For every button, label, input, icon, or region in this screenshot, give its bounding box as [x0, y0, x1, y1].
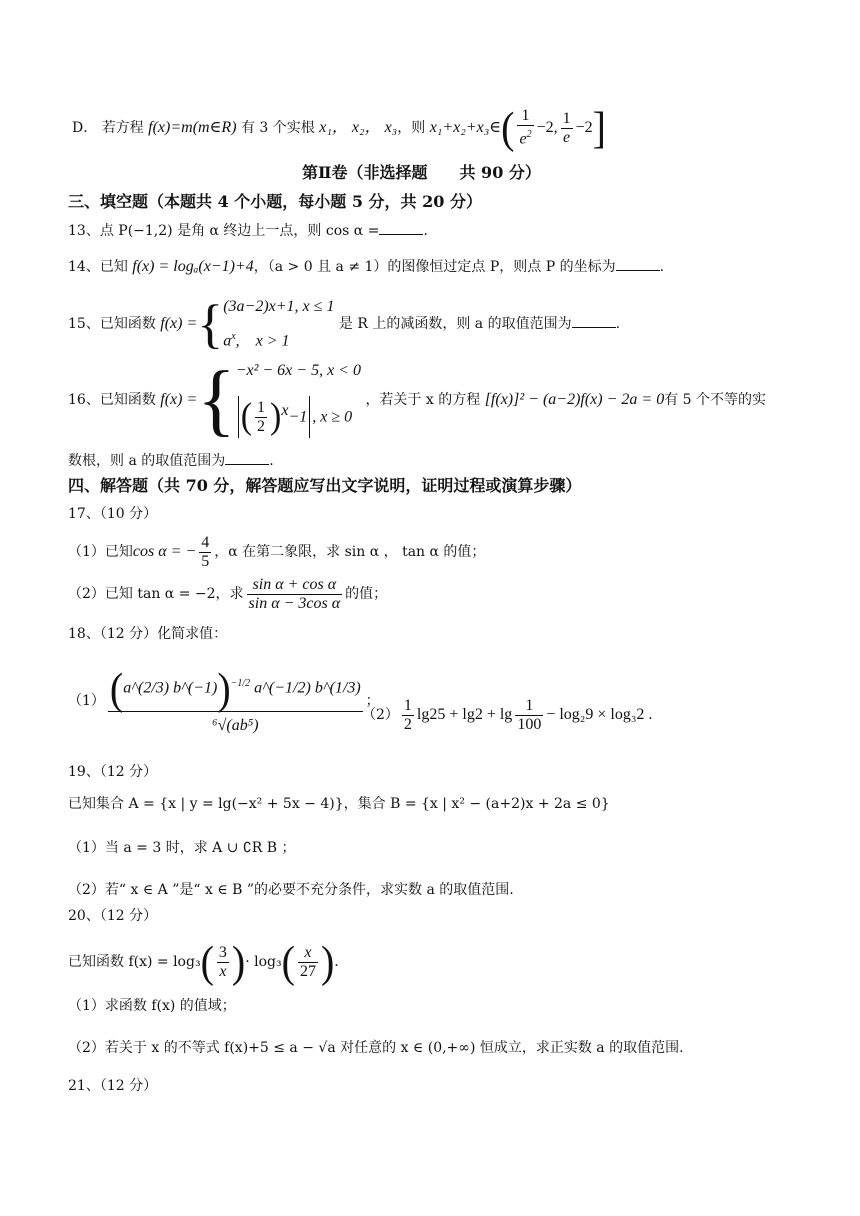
q16-end: .	[269, 453, 274, 469]
q19-stem: 已知集合 A = {x | y = lg(−x² + 5x − 4)}，集合 B = {x | x² − (a+2)x + 2a ≤ 0}	[68, 796, 610, 812]
left-brace: {	[197, 294, 224, 355]
option-d-text: 若方程	[101, 120, 144, 136]
q16-case-2: ( $\frac{1}{2}$ )$^x$−1 , x ≥ 0	[236, 385, 361, 443]
q16-post: ，若关于 x 的方程	[365, 392, 481, 408]
q16-case-1: −x² − 6x − 5, x < 0	[235, 361, 361, 379]
q18-part2: （2） $\frac{1}{2}$ lg25 + lg2 + lg $\frac{1}{100}$ − log₂9 × log₃2 .	[362, 696, 653, 733]
q15-post: 是 R 上的减函数，则 a 的取值范围为	[338, 316, 572, 333]
q21-header: 21、（12 分）	[68, 1078, 158, 1094]
question-15	[68, 292, 621, 355]
question-13	[68, 220, 428, 241]
q13-text: 点 P(−1,2) 是角 α 终边上一点，则 cos α =	[99, 223, 380, 239]
option-d-text-2: 有 3 个实根	[240, 120, 315, 136]
interval-mid: −2,	[536, 119, 558, 136]
q19-header: 19、（12 分）	[68, 764, 158, 780]
q16-post-2: 有 5 个不等的实	[664, 392, 766, 408]
q18-part1: （1） $\frac{(a\^{}(2/3) b\^{}(-1))^{-1/2} a\^{}(-1/2) b\^{}(1/3)}{\text{⁶√(ab⁵)}}$ ；	[68, 656, 380, 746]
interval-open-paren: (	[501, 102, 515, 153]
option-d-text-3: ，则	[397, 120, 426, 136]
answer-blank	[572, 313, 616, 328]
q14-pre: 已知	[99, 259, 128, 275]
q15-pre: 已知函数	[99, 316, 156, 333]
answer-blank	[225, 450, 269, 465]
q14-function: f(x) = logₐ(x−1)+4	[132, 258, 254, 275]
q13-end: .	[423, 223, 428, 239]
q15-lhs: f(x) =	[160, 315, 198, 333]
section4-title: 四、解答题（共 70 分，解答题应写出文字说明，证明过程或演算步骤）	[68, 476, 582, 495]
interval-end: −2	[575, 119, 593, 136]
q19-part2: （2）若“ x ∈ A ”是“ x ∈ B ”的必要不充分条件，求实数 a 的取值范围.	[68, 882, 514, 898]
q14-condition: ，（a > 0 且 a ≠ 1）的图像恒过定点 P，则点 P 的坐标为	[253, 259, 616, 275]
q20-part1: （1）求函数 f(x) 的值域；	[68, 998, 236, 1014]
q20-stem: 已知函数 f(x) = log₃( $\frac{3}{x}$ )· log₃( $\frac{x}{27}$ ).	[68, 936, 339, 987]
q20-header: 20、（12 分）	[68, 908, 158, 924]
q16-pre: 已知函数	[99, 392, 156, 408]
q15-cases	[223, 292, 334, 356]
question-14	[68, 256, 664, 277]
q17-part1: （1）已知cos α = − $\frac{4}{5}$ ，α 在第二象限，求 sin α ， tan α 的值；	[68, 533, 486, 570]
interval-close-bracket: ]	[592, 102, 606, 153]
q20-part2: （2）若关于 x 的不等式 f(x)+5 ≤ a − √a 对任意的 x ∈ (0,+∞) 恒成立，求正实数 a 的取值范围.	[68, 1040, 684, 1056]
q16-cases	[236, 357, 361, 443]
q18-fraction: $\frac{(a\^{}(2/3) b\^{}(-1))^{-1/2} a\^{}(-1/2) b\^{}(1/3)}{\text{⁶√(ab⁵)}}$	[109, 663, 361, 734]
option-d-label: D．	[72, 120, 98, 136]
q14-number: 14、	[68, 259, 100, 275]
q16-lhs: f(x) =	[160, 391, 198, 408]
section3-title: 三、填空题（本题共 4 个小题，每小题 5 分，共 20 分）	[68, 192, 482, 211]
q15-case-1: (3a−2)x+1, x ≤ 1	[223, 298, 335, 315]
q16-number: 16、	[68, 392, 100, 408]
q16-continuation: 数根，则 a 的取值范围为	[68, 453, 226, 469]
part2-title: 第Ⅱ卷（非选择题 共 90 分）	[302, 163, 541, 182]
left-brace: {	[197, 356, 236, 444]
q14-end: .	[659, 259, 665, 275]
q16-equation: [f(x)]² − (a−2)f(x) − 2a = 0	[484, 391, 665, 408]
option-d-sum: x₁+x₂+x₃∈	[429, 119, 502, 136]
answer-blank	[616, 256, 660, 271]
question-16-cont	[68, 450, 274, 471]
option-d	[72, 102, 606, 153]
q13-number: 13、	[68, 223, 100, 239]
q15-end: .	[615, 316, 621, 333]
q17-part2: （2）已知 tan α = −2，求 $\frac{\text{sin α + cos α}}{\text{sin α − 3cos α}}$ 的值；	[68, 575, 388, 612]
option-d-roots: x₁， x₂， x₃	[319, 119, 398, 136]
frac-1-e: $\frac{1}{e}$	[562, 109, 571, 146]
q19-part1: （1）当 a = 3 时，求 A ∪ ∁R B ；	[68, 840, 296, 856]
q15-case-2: $a^x$, x > 1	[223, 331, 290, 350]
frac-1-e2: $\frac{1}{e^2}$	[519, 107, 532, 148]
option-d-equation: f(x)=m(m∈R)	[148, 119, 237, 136]
q18-header: 18、（12 分）化简求值：	[68, 626, 228, 642]
q15-number: 15、	[68, 316, 100, 333]
q17-header: 17、（10 分）	[68, 506, 158, 522]
question-16	[68, 356, 766, 444]
answer-blank	[379, 220, 423, 235]
